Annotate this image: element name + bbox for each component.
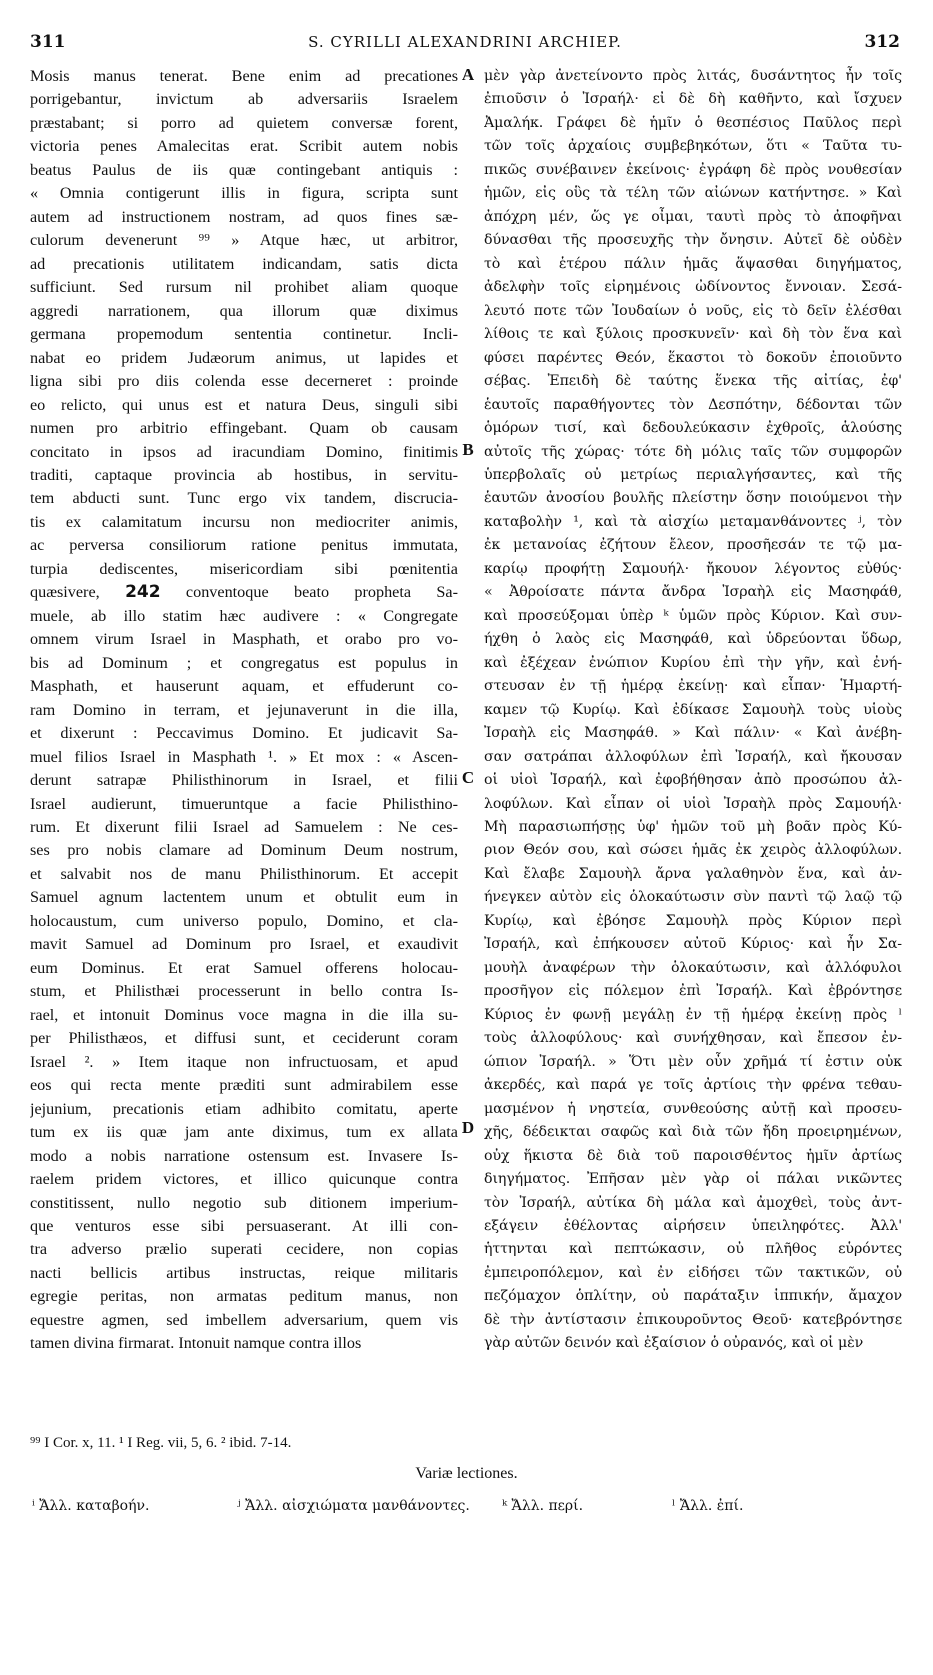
latin-text-line: Israel audierunt, timueruntque a facie Philisthino-: [30, 794, 458, 813]
latin-text-line: tis ex calamitatum incursu non mediocriter animis,: [30, 512, 458, 531]
greek-text-line: ἀδελφὴν τοῖς εἰρημένοις ὠδίνοντος ἔννοιαν. Σεσά-: [484, 279, 902, 296]
inline-page-number: 242: [125, 582, 161, 603]
latin-text-line: et dixerunt : Peccavimus Domino. Et judicavit Sa-: [30, 724, 458, 743]
greek-text-line: τοὺς ἀλλοφύλους· καὶ συνήχθησαν, καὶ ἔπεσον ἐν-: [484, 1030, 902, 1047]
greek-text-line: ἑαυτῶν ἀνοσίου βουλῆς πλείστην ὅσην ποιούμενοι τὴν: [484, 490, 902, 507]
latin-text-line: ad precationis utilitatem indicandam, satis dicta: [30, 254, 458, 273]
latin-text-line: culorum devenerunt ⁹⁹ » Atque hæc, ut arbitror,: [30, 231, 458, 250]
greek-text-line: Καὶ ἔλαβε Σαμουὴλ ἄρνα γαλαθηνὸν ἕνα, καὶ ἀν-: [484, 865, 902, 882]
latin-text-line: rum. Et dixerunt filii Israel ad Samuelem : Ne ces-: [30, 818, 458, 836]
greek-text-line: γὰρ αὐτῶν δεινόν καὶ ἐξαίσιον ὁ οὐρανός, καὶ οἱ μὲν: [484, 1335, 864, 1352]
latin-text-line: eos qui recta mente præditi sunt admirabilem esse: [30, 1076, 458, 1095]
latin-text-line: sufficiunt. Sed rursum nil prohibet aliam quoque: [30, 278, 458, 297]
latin-text-line: ses pro nobis clamare ad Dominum Deum nostrum,: [30, 841, 458, 860]
margin-marker-a: A: [461, 65, 475, 84]
latin-text-line: modo a nobis narratione ostensum est. Invasere Is-: [30, 1146, 458, 1165]
latin-text-line: « Omnia contigerunt illis in figura, scripta sunt: [30, 184, 458, 203]
greek-text-line: ὑπερβολαῖς οὐ μετρίως περιαλγήσαντες, καὶ τῆς: [484, 466, 902, 483]
greek-text-line: δὲ τὴν ἀντίστασιν ἐπικουροῦντος Θεοῦ· κατεβρόντησε: [484, 1311, 902, 1328]
latin-text-line: autem ad instructionem nostram, ad quos fines sæ-: [30, 207, 458, 226]
greek-text-line: φύσει παρέντες Θεόν, ἕκαστοι τὸ δοκοῦν ἐποιοῦντο: [484, 349, 902, 366]
latin-text-line: et salvabit nos de manu Philisthinorum. Et accepit: [30, 864, 458, 883]
latin-text-line: germana propemodum sententia continetur. Incli-: [30, 325, 458, 344]
latin-text-line: holocaustum, cum universo populo, Domino, et cla-: [30, 911, 458, 930]
latin-text-line: Israel ². » Item itaque non infructuosam, et apud: [30, 1052, 458, 1071]
variant-reading: ᵏ Ἄλλ. περί.: [502, 1498, 584, 1514]
latin-text-line: egregie peritas, non armatas peditum manus, non: [30, 1287, 458, 1306]
greek-text-line: ἐμπειροπόλεμον, καὶ ἐν εἰδήσει τῶν τακτικῶν, οὐ: [484, 1264, 902, 1281]
greek-text-line: καὶ ἐξέχεαν ἐνώπιον Κυρίου ἐπὶ τὴν γῆν, καὶ ἐνή-: [484, 654, 902, 671]
greek-column: [484, 65, 902, 1675]
greek-text-line: τῶν τοῖς ἀρχαίοις συμβεβηκότων, ὅτι « Ταῦτα τυ-: [484, 138, 902, 155]
greek-text-line: πεζόμαχον ὁπλίτην, οὐ παράταξιν ἱππικήν, ἄμαχον: [484, 1288, 902, 1305]
latin-text-line: nabat eo pridem Judæorum animus, ut lapides et: [30, 348, 458, 367]
greek-text-line: ἡττηνται καὶ πεπτώκασιν, οὐ πλῆθος εὑρόντες: [484, 1241, 902, 1258]
latin-text-line: eum Dominus. Et erat Samuel offerens holocau-: [30, 958, 458, 977]
latin-text-line: victoria penes Amalecitas erat. Scribit autem nobis: [30, 137, 458, 156]
greek-text-line: μὲν γὰρ ἀνετείνοντο πρὸς λιτάς, δυσάντητος ἦν τοῖς: [484, 68, 902, 84]
greek-text-line: καρίῳ προφήτῃ Σαμουήλ· ἤκουον λέγοντος εὐθύς·: [484, 560, 902, 577]
latin-text-line: præstabant; si porro ad quietem conversæ forent,: [30, 113, 458, 132]
latin-text-line: nacti bellicis artibus instructas, reique militaris: [30, 1263, 458, 1282]
greek-text-line: ἀκερδές, καὶ παρά γε τοῖς ἀρτίοις τὴν φρένα τεθαυ-: [484, 1077, 902, 1094]
latin-text-line: derunt satrapæ Philisthinorum in Israel, et filii: [30, 771, 458, 790]
latin-text-line: equestre agmen, sed imbellem adversarium, quem vis: [30, 1310, 458, 1329]
greek-text-line: πικῶς συνέβαινεν ἐκείνοις· ἐγράφη δὲ πρὸς νουθεσίαν: [484, 161, 902, 178]
latin-text-line: ligna sibi pro diis colenda esse decerneret : proinde: [30, 372, 458, 391]
latin-text-line: aggredi narrationem, qua illorum quæ diximus: [30, 301, 458, 320]
latin-text-line: eo relicto, qui unus est et natura Deus, singuli sibi: [30, 395, 458, 414]
latin-column: [30, 65, 458, 1675]
latin-text-line: tum ex iis quæ jam ante diximus, tum ex allata: [30, 1123, 458, 1142]
latin-text-line: beatus Paulus de iis quæ contingebant antiquis :: [30, 160, 458, 179]
latin-text-line: porrigebantur, invictum ab adversariis Israelem: [30, 90, 458, 109]
greek-text-line: Ἀμαλήκ. Γράφει δὲ ἡμῖν ὁ θεσπέσιος Παῦλος περὶ: [484, 114, 902, 131]
greek-text-line: καταβολὴν ¹, καὶ τὰ αἰσχίω μεταμανθάνοντες ʲ, τὸν: [484, 513, 902, 530]
latin-text-line: omnem virum Israel in Masphath, et orabo pro vo-: [30, 630, 458, 649]
greek-text-line: χῆς, δέδεικται σαφῶς καὶ διὰ τῶν ἤδη προειρημένων,: [484, 1124, 902, 1141]
latin-text-line: traditi, captaque provincia ab hostibus, in servitu-: [30, 465, 458, 484]
greek-text-line: οὐχ ἥκιστα δὲ διὰ τοῦ παροισθέντος ἡμῖν ἀρτίως: [484, 1147, 902, 1164]
greek-text-line: ἀπόχρη μέν, ὥς γε οἶμαι, ταυτὶ πρὸς τὸ ἀποφῆναι: [484, 208, 902, 225]
greek-text-line: οἱ υἱοὶ Ἰσραήλ, καὶ ἐφοβήθησαν ἀπὸ προσώπου ἀλ-: [484, 772, 902, 789]
greek-text-line: Ἰσραήλ, καὶ ἐπήκουσεν αὐτοῦ Κύριος· καὶ ἦν Σα-: [484, 936, 902, 953]
greek-text-line: Μὴ παρασιωπήσῃς ὑφ' ἡμῶν τοῦ μὴ βοᾶν πρὸς Κύ-: [484, 819, 902, 835]
page-number-right: 312: [864, 32, 900, 52]
greek-text-line: τὸ καὶ ἑτέρου πάλιν ἡμᾶς ἅψασθαι διηγήματος,: [484, 255, 902, 272]
latin-text-line: bis ad Dominum ; et congregatus est populus in: [30, 653, 458, 672]
greek-text-line: καμεν τῷ Κυρίῳ. Καὶ ἐδίκασε Σαμουὴλ τοὺς υἱοὺς: [484, 701, 902, 718]
greek-text-line: Κύριος ἐν φωνῇ μεγάλῃ ἐν τῇ ἡμέρᾳ ἐκείνῃ πρὸς ˡ: [484, 1006, 902, 1023]
greek-text-line: ήνεγκεν αὐτὸν εἰς ὁλοκαύτωσιν σὺν παντὶ τῷ λαῷ τῷ: [484, 889, 902, 906]
page-number-left: 311: [30, 32, 66, 52]
greek-text-line: δύνασθαι τῆς προσευχῆς τὴν ὄνησιν. Αὐτεῖ δὲ οὐδὲν: [484, 232, 902, 249]
latin-text-line: mavit Samuel ad Dominum pro Israel, et exaudivit: [30, 935, 458, 954]
latin-text-line: constitissent, nullo negotio sub ditionem imperium-: [30, 1193, 458, 1212]
margin-marker-c: C: [461, 768, 475, 787]
latin-text-line: tra adverso prælio superati cecidere, non copias: [30, 1240, 458, 1259]
greek-text-line: ἡμῶν, εἰς οὓς τὰ τέλη τῶν αἰώνων κατήντησε. » Καὶ: [484, 185, 902, 202]
variant-reading: ˡ Ἄλλ. ἐπί.: [672, 1498, 744, 1514]
greek-text-line: Ἰσραὴλ εἰς Μασηφάθ. » Καὶ πάλιν· « Καὶ ἀνέβη-: [484, 725, 902, 742]
greek-text-line: ἐπιοῦσιν ὁ Ἰσραήλ· εἰ δὲ δὴ καθῆντο, καὶ ἴσχυεν: [484, 91, 902, 108]
latin-text-line: stum, et Philisthæi processerunt in bello contra Is-: [30, 982, 458, 1001]
latin-text-line: concitato in ipsos ad iracundiam Domino, finitimis: [30, 442, 458, 461]
greek-text-line: Κυρίῳ, καὶ ἐβόησε Σαμουὴλ πρὸς Κύριον περὶ: [484, 912, 902, 929]
latin-text-line: ac perversa consiliorum ratione penitus immutata,: [30, 536, 458, 555]
greek-text-line: μουὴλ ἀναφέρων τὴν ὁλοκαύτωσιν, καὶ ἀλλόφυλοι: [484, 959, 902, 976]
latin-text-line: Samuel agnum lactentem unum et obtulit eum in: [30, 888, 458, 907]
greek-text-line: σαν σατράπαι ἀλλοφύλων ἐπὶ Ἰσραήλ, καὶ ἤκουσαν: [484, 748, 902, 765]
latin-text-line: per Philisthæos, et diffusi sunt, et ceciderunt coram: [30, 1029, 458, 1048]
greek-text-line: λίθοις τε καὶ ξύλοις προσκυνεῖν· καὶ δὴ τὸν ἕνα καὶ: [484, 326, 902, 343]
variant-reading: ʲ Ἄλλ. αἰσχιώματα μανθάνοντες.: [237, 1498, 470, 1514]
variant-readings: [32, 1498, 892, 1520]
variae-lectiones-title: Variæ lectiones.: [415, 1465, 518, 1482]
latin-text-line: raelem pridem victores, et illico quicunque contra: [30, 1170, 458, 1189]
scripture-references: ⁹⁹ I Cor. x, 11. ¹ I Reg. vii, 5, 6. ² ibid. 7-14.: [30, 1435, 292, 1451]
variant-reading: ⁱ Ἄλλ. καταβοήν.: [32, 1498, 150, 1514]
greek-text-line: ἑαυτοῖς παραθήγοντες τὸν Δεσπότην, δέδονται τῶν: [484, 396, 902, 413]
latin-text-line: rael, et intonuit Dominus voce magna in die illa su-: [30, 1005, 458, 1024]
greek-text-line: σέβας. Ἐπειδὴ δὲ ταύτης ἕνεκα τῆς αἰτίας, ἐφ': [484, 373, 902, 390]
greek-text-line: διηγήματος. Ἐπῆσαν μὲν γὰρ οἱ πάλαι νικῶντες: [484, 1171, 902, 1188]
greek-text-line: καὶ προσεύξομαι ὑπὲρ ᵏ ὑμῶν πρὸς Κύριον. Καὶ συν-: [484, 607, 902, 624]
greek-text-line: λοφύλων. Καὶ εἶπαν οἱ υἱοὶ Ἰσραὴλ πρὸς Σαμουήλ·: [484, 795, 902, 812]
latin-text-line: muel filios Israel in Masphath ¹. » Et mox : « Ascen-: [30, 747, 458, 766]
latin-text-line: ram Domino in terram, et jejunaverunt in die illa,: [30, 700, 458, 719]
greek-text-line: ήχθη ὁ λαὸς εἰς Μασηφάθ, καὶ ὑδρεύονται ὕδωρ,: [484, 631, 902, 648]
greek-text-line: λευτό ποτε τῶν Ἰουδαίων ὁ νοῦς, εἰς τὸ δεῖν ἐλέσθαι: [484, 302, 902, 319]
latin-text-line: Masphath, et hauserunt aquam, et effuderunt co-: [30, 677, 458, 696]
greek-text-line: « Ἀθροίσατε πάντα ἄνδρα Ἰσραὴλ εἰς Μασηφάθ,: [484, 584, 902, 601]
greek-text-line: ριον Θεόν σου, καὶ σώσει ἡμᾶς ἐκ χειρὸς ἀλλοφύλων.: [484, 842, 902, 859]
latin-text-line: que venturos esse sibi persuaserant. At illi con-: [30, 1216, 458, 1235]
greek-text-line: ώπιον Ἰσραήλ. » Ὅτι μὲν οὖν χρῆμά τί ἐστιν οὐκ: [484, 1053, 902, 1070]
greek-text-line: προσῆγον εἰς πόλεμον ἐπὶ Ἰσραήλ. Καὶ ἐβρόντησε: [484, 983, 902, 1000]
greek-text-line: στευσαν ἐν τῇ ἡμέρᾳ ἐκείνῃ· καὶ εἶπαν· Ἡμαρτή-: [484, 678, 902, 695]
running-title: S. CYRILLI ALEXANDRINI ARCHIEP.: [308, 33, 622, 51]
margin-marker-d: D: [461, 1118, 475, 1137]
greek-text-line: εξάγειν ἐθέλοντας αἱρήσειν ὑπειληφότες. Ἀλλ': [484, 1217, 902, 1234]
latin-text-line: jejunium, precationis etiam adhibito comitatu, aperte: [30, 1099, 458, 1118]
latin-text-line: muele, ab illo statim hæc audivere : « Congregate: [30, 606, 458, 625]
greek-text-line: ὁμόρων τισί, καὶ δεδουλεύκασιν ἐχθροῖς, ἁλούσης: [484, 420, 902, 437]
greek-text-line: τὸν Ἰσραήλ, αὐτίκα δὴ μάλα καὶ ἀμοχθεὶ, τοὺς ἀντ-: [484, 1194, 902, 1211]
greek-text-line: αὐτοῖς τῆς χώρας· τότε δὴ μόλις ταῖς τῶν συμφορῶν: [484, 443, 902, 460]
latin-text-line: Mosis manus tenerat. Bene enim ad precationes: [30, 67, 458, 85]
greek-text-line: ἐκ μετανοίας ἐζήτουν ἔλεον, προσῆεσάν τε τῷ μα-: [484, 537, 902, 554]
latin-text-line: tamen divina firmarat. Intonuit namque contra illos: [30, 1334, 362, 1353]
latin-text-line: numen pro arbitrio effingebant. Quam ob causam: [30, 419, 458, 438]
latin-text-line: quæsivere, 242 conventoque beato propheta Sa-: [30, 582, 458, 603]
running-header: [30, 32, 900, 54]
margin-marker-b: B: [462, 440, 474, 459]
greek-text-line: μασμένον ἡ νηστεία, συνθεούσης αὐτῇ καὶ προσευ-: [484, 1100, 902, 1117]
latin-text-line: turpia dediscentes, misericordiam sibi pœnitentia: [30, 559, 458, 578]
latin-text-line: tem abducti sunt. Tunc ergo vix tandem, discrucia-: [30, 489, 458, 508]
